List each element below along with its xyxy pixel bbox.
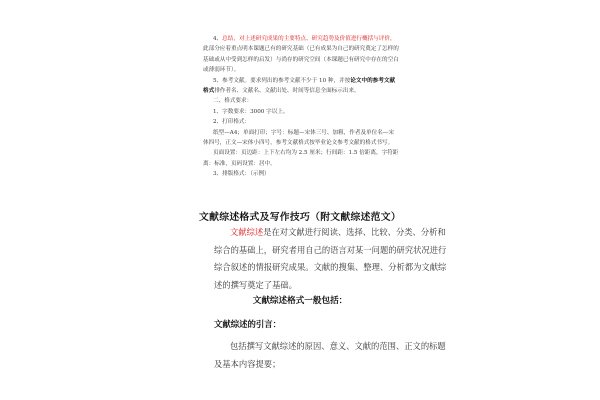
literature-review-link[interactable]: 文献综述 [230, 227, 264, 237]
item-4-highlight: 总结，对上述研究成果的主要特点、研究趋势及价值进行概括与评价， [222, 36, 396, 42]
item-5-rest: 排作者名、文献名、文献出处、时间等信息全面标示出来。 [214, 88, 360, 95]
definition-line-2: 综合的基础上，研究者用自己的语言对某一问题的研究状况进行 [214, 244, 447, 255]
definition-line-4: 述的撰写奠定了基础。 [214, 279, 297, 290]
item-4-number: 4、 [213, 36, 223, 42]
item-5-line-2 [203, 86, 403, 96]
intro-line-1: 包括撰写文献综述的原因、意义、文献的范围、正文的标题 [230, 341, 446, 351]
req-print-format: 2、打印格式： [213, 119, 251, 126]
item-5-bold: 论文中的参考文献 [350, 77, 396, 84]
item-4-line-2: 此部分应着重点明本课题已有的研究基础（已有成果为自己的研究奠定了怎样的 [203, 46, 399, 53]
definition-line-1 [214, 224, 446, 242]
item-4-line-3: 基础或从中受到怎样的启发）与尚存的研究空间（本课题已有研究中存在的空白 [203, 56, 399, 63]
req-layout-format: 3、排版格式：（示例） [213, 171, 270, 178]
intro-line-2: 及基本内容提要； [214, 358, 281, 369]
item-5-format-bold: 格式 [203, 88, 215, 95]
section-2-heading: 二、格式要求： [213, 98, 253, 105]
item-5-line-1 [203, 76, 403, 86]
introduction-paragraph [214, 338, 446, 373]
item-4-line-4: 或薄弱环节）。 [203, 67, 240, 74]
definition-line-3: 综合叙述的情报研究成果。文献的搜集、整理、分析都为文献综 [214, 262, 447, 273]
requirements-section [203, 34, 403, 180]
item-4-line-1 [203, 34, 403, 44]
definition-paragraph [214, 224, 447, 294]
article-title: 文献综述格式及写作技巧（附文献综述范文） [199, 212, 401, 223]
definition-text-1: 是在对文献进行阅读、选择、比较、分类、分析和 [263, 227, 446, 237]
item-5-text: 5、参考文献。要求列出的参考文献不少于 10 种，并按 [213, 77, 351, 84]
req-paper-line-2: 体四号，正文—宋体小四号，参考文献格式按毕业论文参考文献的格式书写。 [203, 140, 394, 147]
introduction-heading: 文献综述的引言： [214, 319, 281, 329]
format-heading: 文献综述格式一般包括： [252, 296, 348, 306]
req-word-count: 1、字数要求：3000 字以上。 [213, 108, 289, 115]
req-page-setup-line-1: 页面设置：页边距：上下左右均为 2.5 厘米；行间距：1.5 倍距离，字符距 [213, 150, 399, 157]
req-paper-line-1: 纸型—A4；单面打印；字号：标题—宋体三号、加粗，作者及单位名—宋 [213, 129, 395, 136]
req-page-setup-line-2: 离：标准，页码设置：居中。 [203, 160, 276, 167]
